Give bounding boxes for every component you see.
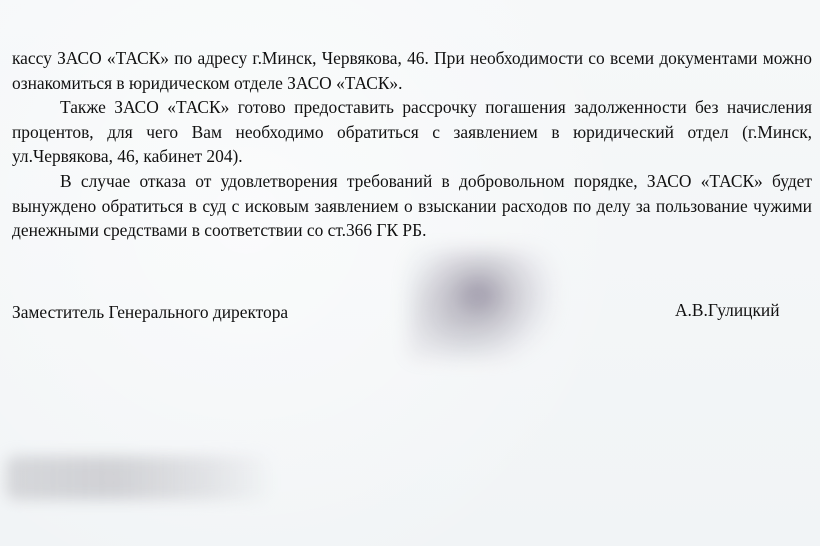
signer-name: А.В.Гулицкий: [675, 300, 780, 320]
paragraph-installment-offer: Также ЗАСО «ТАСК» готово предоставить рассрочку погашения задолженности без начисления процентов, для чего Вам необходимо обратиться с заявлением в юридический отдел (г.Минск, ул.Червякова, 46, кабинет 204).: [12, 97, 812, 167]
letter-body: [12, 46, 812, 243]
paragraph-payment-address: кассу ЗАСО «ТАСК» по адресу г.Минск, Червякова, 46. При необходимости со всеми документами можно ознакомиться в юридическом отделе ЗАСО «ТАСК».: [12, 48, 812, 93]
redacted-footer: [6, 456, 268, 500]
signer-title: Заместитель Генерального директора: [12, 302, 289, 322]
redacted-signature: [408, 250, 556, 360]
paragraph-court-warning: В случае отказа от удовлетворения требований в добровольном порядке, ЗАСО «ТАСК» будет вынуждено обратиться в суд с исковым заявлением о взыскании расходов по делу за пользование чужими денежными средствами в соответствии со ст.366 ГК РБ.: [12, 170, 812, 241]
